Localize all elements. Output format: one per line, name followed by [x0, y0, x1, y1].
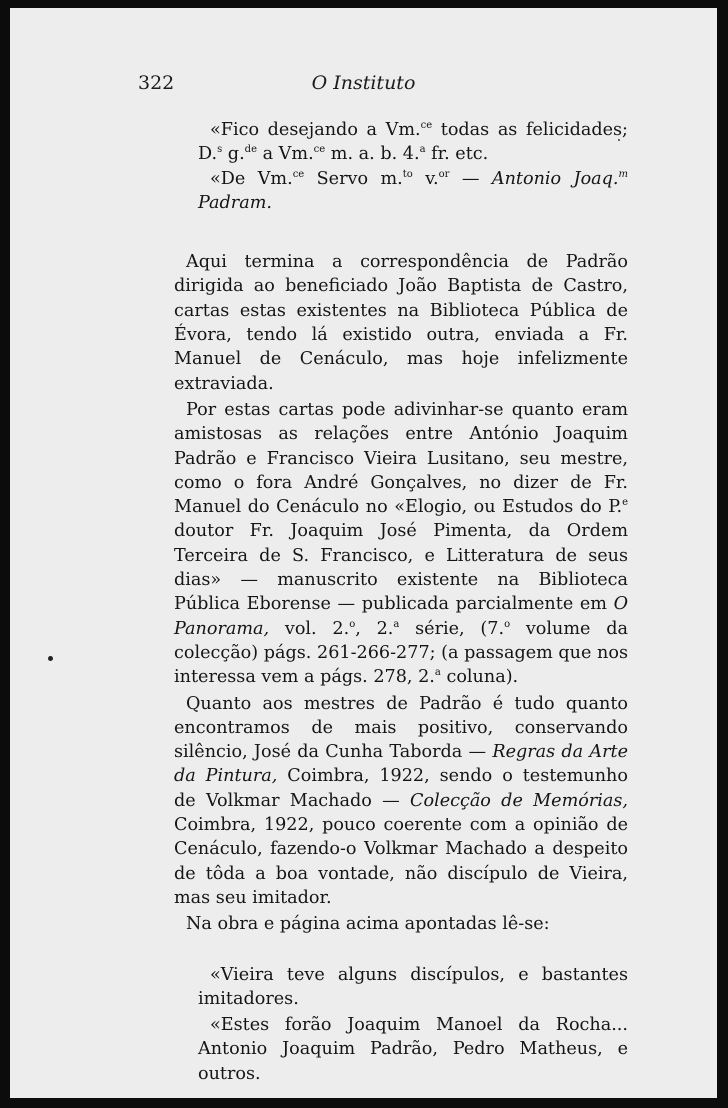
paragraph-2: Por estas cartas pode adivinhar-se quanto eram amistosas as relações entre António Joaquim Padrão e Francisco Vieira Lusitano, seu mestre, como o fora André Gonçalves, no dizer de Fr. Manuel do Cenáculo no «Elogio, ou Estudos do P.$^e$ doutor Fr. Joaquim José Pimenta, da Ordem Terceira de S. Francisco, e Litteratura de seus dias» — manuscrito existente na Biblioteca Pública Eborense — publicada parcialmente em O Panorama, vol. 2.$^o$, 2.$^a$ série, (7.$^o$ volume da colecção) págs. 261-266-277; (a passagem que nos interessa vem a págs. 278, 2.$^a$ coluna). [174, 399, 628, 688]
spacer [174, 215, 628, 250]
margin-dot [48, 656, 53, 661]
page-body [174, 118, 628, 1086]
periodical-title: O Panorama, [174, 594, 628, 639]
letter-closing: «Fico desejando a Vm.$^{ce}$ todas as felicidades; D.$^s$ g.$^{de}$ a Vm.$^{ce}$ m. a. b. 4.$^a$ fr. etc. [198, 120, 628, 165]
quote-line-1: «Vieira teve alguns discípulos, e bastantes imitadores. [198, 964, 628, 1009]
paragraph-1: Aqui termina a correspondência de Padrão dirigida ao beneficiado João Baptista de Castro, cartas estas existentes na Biblioteca Pública de Évora, tendo lá existido outra, enviada a Fr. Manuel de Cenáculo, mas hoje infelizmente extraviada. [174, 252, 628, 394]
page-number: 322 [138, 72, 175, 94]
signature-name: Antonio Joaq.$^m$ Padram. [198, 168, 629, 213]
quote-line-2: «Estes forão Joaquim Manoel da Rocha... Antonio Joaquim Padrão, Pedro Matheus, e outros. [198, 1015, 628, 1084]
spacer [174, 937, 628, 963]
letter-signature: «De Vm.$^{ce}$ Servo m.$^{to}$ v.$^{or}$ — Antonio Joaq.$^m$ Padram. [198, 168, 629, 213]
book-title-1: Regras da Arte da Pintura, [174, 742, 629, 787]
paragraph-3: Quanto aos mestres de Padrão é tudo quanto encontramos de mais positivo, conservando silêncio, José da Cunha Taborda — Regras da Arte da Pintura, Coimbra, 1922, sendo o testemunho de Volkmar Machado — Colecção de Memórias, Coimbra, 1922, pouco coerente com a opinião de Cenáculo, fazendo-o Volkmar Machado a despeito de tôda a boa vontade, não discípulo de Vieira, mas seu imitador. [174, 693, 629, 908]
book-page [10, 8, 717, 1098]
running-title: O Instituto [311, 72, 416, 94]
book-title-2: Colecção de Memórias, [410, 790, 628, 811]
paragraph-4: Na obra e página acima apontadas lê-se: [186, 914, 550, 935]
page-header [10, 72, 717, 100]
